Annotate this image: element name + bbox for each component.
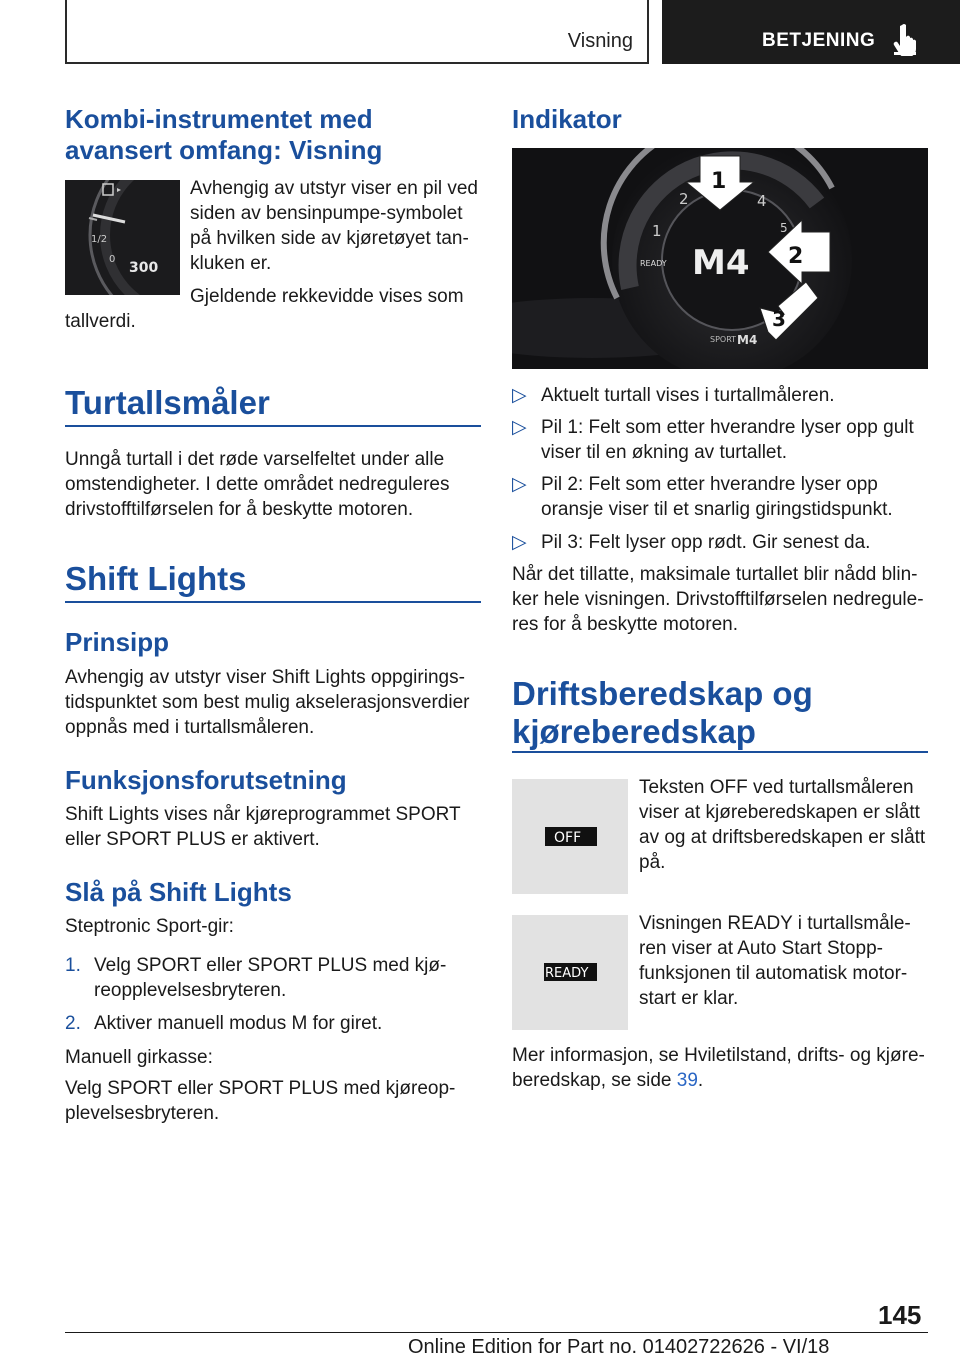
funksjonsforutsetning-title: Funksjonsforutsetning: [65, 765, 347, 795]
gauge-range-value: 300: [129, 260, 159, 276]
prinsipp-paragraph: Avhengig av utstyr viser Shift Lights oppgirings- tidspunktet som best mulig akselerasjonsverdier oppnås med i turtallsmåleren.: [65, 667, 470, 738]
naar-paragraph: Når det tillatte, maksimale turtallet blir nådd blin- ker hele visningen. Drivstofftilførselen nedregule- res for å beskytte motoren.: [512, 564, 924, 635]
section-tab: [65, 0, 649, 64]
triangle-bullet-icon: ▷: [512, 532, 527, 553]
prinsipp-title: Prinsipp: [65, 627, 170, 657]
chapter-label: BETJENING: [762, 30, 876, 51]
funksjonsforutsetning-paragraph: Shift Lights vises når kjøreprogrammet SPORT eller SPORT PLUS er aktivert.: [65, 804, 461, 850]
tacho-scale-1: 1: [652, 222, 662, 240]
kombi-title: Kombi-instrumentet med avansert omfang: Visning: [65, 104, 383, 165]
svg-text:1: 1: [711, 169, 727, 194]
steptronic-label: Steptronic Sport-gir:: [65, 916, 234, 937]
triangle-bullet-icon: ▷: [512, 385, 527, 406]
step-number: 1.: [65, 955, 81, 976]
svg-text:2: 2: [788, 244, 804, 269]
mer-informasjon-paragraph: Mer informasjon, se Hviletilstand, drifts- og kjøre- beredskap, se side 39.: [512, 1045, 925, 1091]
tacho-scale-5: 5: [780, 221, 788, 235]
sport-label: SPORT: [710, 335, 737, 344]
tacho-scale-2: 2: [679, 190, 689, 208]
triangle-bullet-icon: ▷: [512, 417, 527, 438]
gauge-tick-zero: 0: [109, 254, 116, 265]
sla-pa-title: Slå på Shift Lights: [65, 877, 292, 907]
gear-indicator: M4: [692, 243, 750, 283]
page-39-link[interactable]: 39: [676, 1070, 698, 1091]
pointing-hand-icon: [893, 22, 925, 56]
tachometer-image: [512, 148, 928, 369]
svg-text:3: 3: [772, 307, 786, 331]
kombi-paragraph-2: Gjeldende rekkevidde vises som: [190, 286, 464, 307]
shift-lights-title: Shift Lights: [65, 560, 247, 597]
fuel-gauge-image: [65, 180, 180, 295]
section-rule: [65, 601, 481, 603]
ready-label: READY: [640, 259, 667, 268]
ready-badge: READY: [545, 966, 589, 981]
kombi-paragraph-1: Avhengig av utstyr viser en pil ved siden av bensinpumpe-symbolet på hvilken side av kjøretøyet tan- kluken er.: [190, 178, 478, 274]
page-number: 145: [878, 1300, 922, 1330]
gauge-tick-half: 1/2: [91, 234, 108, 245]
section-label: Visning: [567, 30, 633, 52]
off-indicator-image: [512, 779, 628, 894]
turtall-title: Turtallsmåler: [65, 384, 270, 421]
manuell-label: Manuell girkasse:: [65, 1047, 213, 1068]
indikator-title: Indikator: [512, 104, 622, 134]
tacho-scale-4: 4: [757, 192, 767, 210]
step-number: 2.: [65, 1013, 81, 1034]
section-rule: [65, 425, 481, 427]
section-rule: [512, 751, 928, 753]
off-paragraph: Teksten OFF ved turtallsmåleren viser at kjøreberedskapen er slått av og at driftsberedskapen er slått på.: [639, 777, 926, 873]
ready-paragraph: Visningen READY i turtallsmåle- ren viser at Auto Start Stopp- funksjonen til automatisk motor- start er klar.: [639, 913, 911, 1009]
footer-rule: [65, 1332, 928, 1333]
off-badge: OFF: [554, 830, 582, 846]
ready-indicator-image: [512, 915, 628, 1030]
triangle-bullet-icon: ▷: [512, 474, 527, 495]
manuell-paragraph: Velg SPORT eller SPORT PLUS med kjøreop- plevelsesbryteren.: [65, 1078, 456, 1124]
edition-footer: Online Edition for Part no. 01402722626 - VI/18: [408, 1336, 830, 1358]
sport-gear: M4: [737, 333, 758, 347]
driftsberedskap-title: Driftsberedskap og kjøreberedskap: [512, 675, 813, 750]
kombi-paragraph-2-cont: tallverdi.: [65, 311, 136, 332]
turtall-paragraph: Unngå turtall i det røde varselfeltet under alle omstendigheter. I dette området nedreguleres drivstofftilførselen for å beskytte motoren.: [65, 449, 450, 520]
